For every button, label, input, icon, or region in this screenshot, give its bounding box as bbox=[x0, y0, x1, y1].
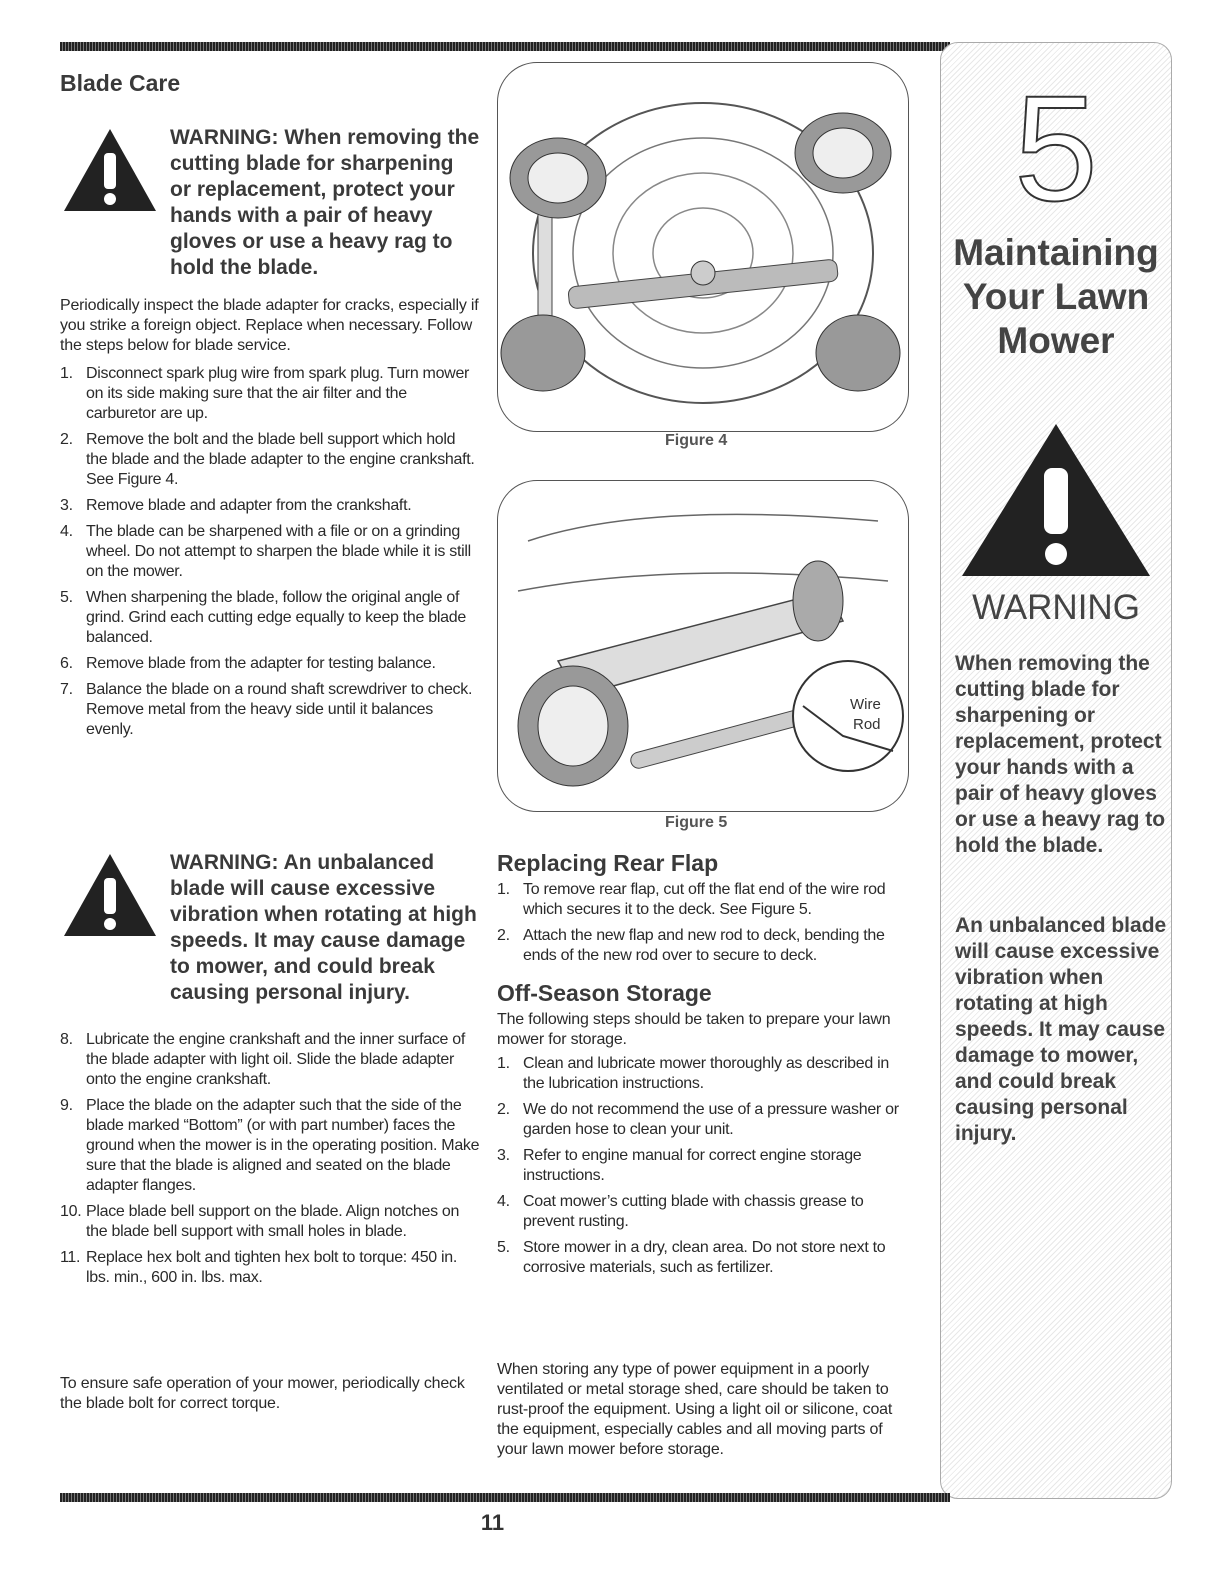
list-item: 2. We do not recommend the use of a pressure washer or garden hose to clean your unit. bbox=[497, 1101, 899, 1138]
chapter-title: Maintaining Your Lawn Mower bbox=[953, 232, 1159, 361]
list-item: 11. Replace hex bolt and tighten hex bolt to torque: 450 in. lbs. min., 600 in. lbs. max. bbox=[60, 1249, 458, 1286]
list-item: 7. Balance the blade on a round shaft screwdriver to check. Remove metal from the heavy side until it balances evenly. bbox=[60, 681, 473, 738]
list-item: 1. To remove rear flap, cut off the flat end of the wire rod which secures it to the deck. See Figure 5. bbox=[497, 881, 886, 918]
mower-underside-illustration bbox=[498, 63, 908, 431]
list-item: 1. Disconnect spark plug wire from spark plug. Turn mower on its side making sure that the air filter and the carburetor are up. bbox=[60, 365, 470, 422]
rear-flap-illustration bbox=[498, 481, 908, 811]
list-item: 3. Remove blade and adapter from the crankshaft. bbox=[60, 497, 412, 514]
warning-block-2 bbox=[60, 850, 480, 1020]
storage-heading: Off-Season Storage bbox=[497, 980, 712, 1006]
storage-steps bbox=[497, 1054, 912, 1284]
list-item: 5. Store mower in a dry, clean area. Do not store next to corrosive materials, such as fertilizer. bbox=[497, 1239, 886, 1276]
storage-closing: When storing any type of power equipment in a poorly ventilated or metal storage shed, care should be taken to rust-proof the equipment. Using a light oil or silicone, coat the equipment, especially cables and all moving parts of your lawn mower before storage. bbox=[497, 1361, 893, 1458]
blade-care-closing: To ensure safe operation of your mower, periodically check the blade bolt for correct torque. bbox=[60, 1375, 465, 1412]
warning-text-2: WARNING: An unbalanced blade will cause excessive vibration when rotating at high speeds. It may cause damage to mower, and could break causing personal injury. bbox=[170, 851, 477, 1004]
warning-triangle-icon bbox=[60, 850, 160, 940]
figure-5-caption: Figure 5 bbox=[665, 814, 728, 831]
list-item: 2. Attach the new flap and new rod to deck, bending the ends of the new rod over to secure to deck. bbox=[497, 927, 885, 964]
list-item: 4. The blade can be sharpened with a file or on a grinding wheel. Do not attempt to sharpen the blade while it is still on the mower. bbox=[60, 523, 471, 580]
list-item: 5. When sharpening the blade, follow the original angle of grind. Grind each cutting edge equally to keep the blade balanced. bbox=[60, 589, 466, 646]
chapter-number: 5 bbox=[1014, 64, 1098, 232]
warning-triangle-icon bbox=[956, 418, 1156, 583]
list-item: 9. Place the blade on the adapter such that the side of the blade marked “Bottom” (or with part number) faces the ground when the mower is in the operating position. Make sure that the blade is aligned and seated on the blade adapter flanges. bbox=[60, 1097, 480, 1194]
warning-triangle-icon bbox=[60, 125, 160, 215]
page-number: 11 bbox=[480, 1510, 505, 1535]
sidebar-warning-title: WARNING bbox=[972, 588, 1140, 627]
warning-text-1: WARNING: When removing the cutting blade for sharpening or replacement, protect your hands with a pair of heavy gloves or use a heavy rag to hold the blade. bbox=[170, 126, 480, 279]
list-item: 10. Place blade bell support on the blade. Align notches on the blade bell support with small holes in blade. bbox=[60, 1203, 460, 1240]
blade-care-intro: Periodically inspect the blade adapter for cracks, especially if you strike a foreign object. Replace when necessary. Follow the steps below for blade service. bbox=[60, 297, 479, 354]
rod-label: Rod bbox=[853, 716, 881, 733]
top-rule bbox=[60, 42, 950, 51]
blade-steps-a bbox=[60, 364, 480, 746]
list-item: 8. Lubricate the engine crankshaft and the inner surface of the blade adapter with light oil. Slide the blade adapter onto the engine crankshaft. bbox=[60, 1031, 466, 1088]
sidebar-warning-text-2: An unbalanced blade will cause excessive vibration when rotating at high speeds. It may cause damage to mower, and could break causing personal injury. bbox=[955, 914, 1167, 1145]
storage-intro: The following steps should be taken to prepare your lawn mower for storage. bbox=[497, 1011, 891, 1048]
list-item: 4. Coat mower’s cutting blade with chassis grease to prevent rusting. bbox=[497, 1193, 864, 1230]
chapter-sidebar bbox=[940, 42, 1172, 1499]
bottom-rule bbox=[60, 1493, 950, 1502]
figure-4 bbox=[497, 62, 909, 432]
rear-flap-steps bbox=[497, 880, 912, 972]
figure-4-caption: Figure 4 bbox=[665, 432, 728, 449]
list-item: 6. Remove blade from the adapter for testing balance. bbox=[60, 655, 436, 672]
sidebar-warning-text-1: When removing the cutting blade for sharpening or replacement, protect your hands with a pair of heavy gloves or use a heavy rag to hold the blade. bbox=[955, 652, 1166, 857]
blade-steps-b bbox=[60, 1030, 480, 1294]
list-item: 2. Remove the bolt and the blade bell support which hold the blade and the blade adapter to the engine crankshaft. See Figure 4. bbox=[60, 431, 475, 488]
blade-care-heading: Blade Care bbox=[60, 70, 181, 96]
list-item: 1. Clean and lubricate mower thoroughly as described in the lubrication instructions. bbox=[497, 1055, 889, 1092]
figure-5 bbox=[497, 480, 909, 812]
warning-block-1 bbox=[60, 125, 480, 279]
wire-label: Wire bbox=[850, 696, 881, 713]
list-item: 3. Refer to engine manual for correct engine storage instructions. bbox=[497, 1147, 862, 1184]
rear-flap-heading: Replacing Rear Flap bbox=[497, 850, 719, 876]
